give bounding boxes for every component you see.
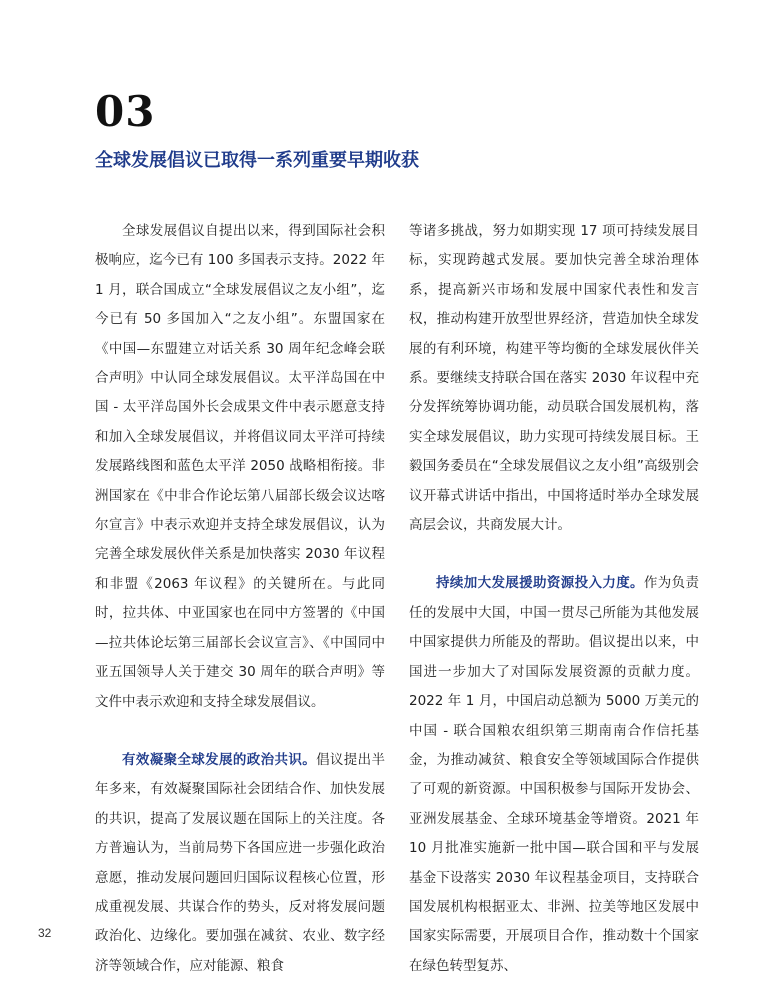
page-number: 32 xyxy=(38,926,52,940)
right-column xyxy=(409,217,699,981)
right-paragraph-1: 等诸多挑战，努力如期实现 17 项可持续发展目标，实现跨越式发展。要加快完善全球治理体系，提高新兴市场和发展中国家代表性和发言权，推动构建开放型世界经济，营造加快全球发展的有利环境，构建平等均衡的全球发展伙伴关系。要继续支持联合国在落实 2030 年议程中充分发挥统筹协调功能，动员联合国发展机构，落实全球发展倡议，助力实现可持续发展目标。王毅国务委员在“全球发展倡议之友小组”高级别会议开幕式讲话中指出，中国将适时举办全球发展高层会议，共商发展大计。 xyxy=(409,223,699,534)
right-paragraph-2 xyxy=(409,569,699,981)
left-column xyxy=(95,217,385,981)
right-paragraph-2-body: 作为负责任的发展中大国，中国一贯尽己所能为其他发展中国家提供力所能及的帮助。倡议提出以来，中国进一步加大了对国际发展资源的贡献力度。2022 年 1 月，中国启动总额为 5000 万美元的中国 - 联合国粮农组织第三期南南合作信托基金，为推动减贫、粮食安全等领域国际合作提供了可观的新资源。中国积极参与国际开发协会、亚洲发展基金、全球环境基金等增资。2021 年 10 月批准实施新一批中国—联合国和平与发展基金下设落实 2030 年议程基金项目，支持联合国发展机构根据亚太、非洲、拉美等地区发展中国家实际需要，开展项目合作，推动数十个国家在绿色转型复苏、 xyxy=(409,575,700,974)
left-paragraph-2 xyxy=(95,746,385,981)
left-paragraph-2-lead: 有效凝聚全球发展的政治共识。 xyxy=(122,751,317,768)
right-paragraph-2-lead: 持续加大发展援助资源投入力度。 xyxy=(436,575,644,592)
section-title: 全球发展倡议已取得一系列重要早期收获 xyxy=(95,150,419,171)
left-paragraph-2-body: 倡议提出半年多来，有效凝聚国际社会团结合作、加快发展的共识，提高了发展议题在国际上的关注度。各方普遍认为，当前局势下各国应进一步强化政治意愿，推动发展问题回归国际议程核心位置，形成重视发展、共谋合作的势头，反对将发展问题政治化、边缘化。要加强在减贫、农业、数字经济等领域合作，应对能源、粮食 xyxy=(95,751,386,974)
section-number: 03 xyxy=(95,87,156,136)
left-paragraph-1: 全球发展倡议自提出以来，得到国际社会积极响应，迄今已有 100 多国表示支持。2022 年 1 月，联合国成立“全球发展倡议之友小组”，迄今已有 50 多国加入“之友小组”。东盟国家在《中国—东盟建立对话关系 30 周年纪念峰会联合声明》中认同全球发展倡议。太平洋岛国在中国 - 太平洋岛国外长会成果文件中表示愿意支持和加入全球发展倡议，并将倡议同太平洋可持续发展路线图和蓝色太平洋 2050 战略相衔接。非洲国家在《中非合作论坛第八届部长级会议达喀尔宣言》中表示欢迎并支持全球发展倡议，认为完善全球发展伙伴关系是加快落实 2030 年议程和非盟《2063 年议程》的关键所在。与此同时，拉共体、中亚国家也在同中方签署的《中国—拉共体论坛第三届部长会议宣言》、《中国同中亚五国领导人关于建交 30 周年的联合声明》等文件中表示欢迎和支持全球发展倡议。 xyxy=(95,223,385,710)
